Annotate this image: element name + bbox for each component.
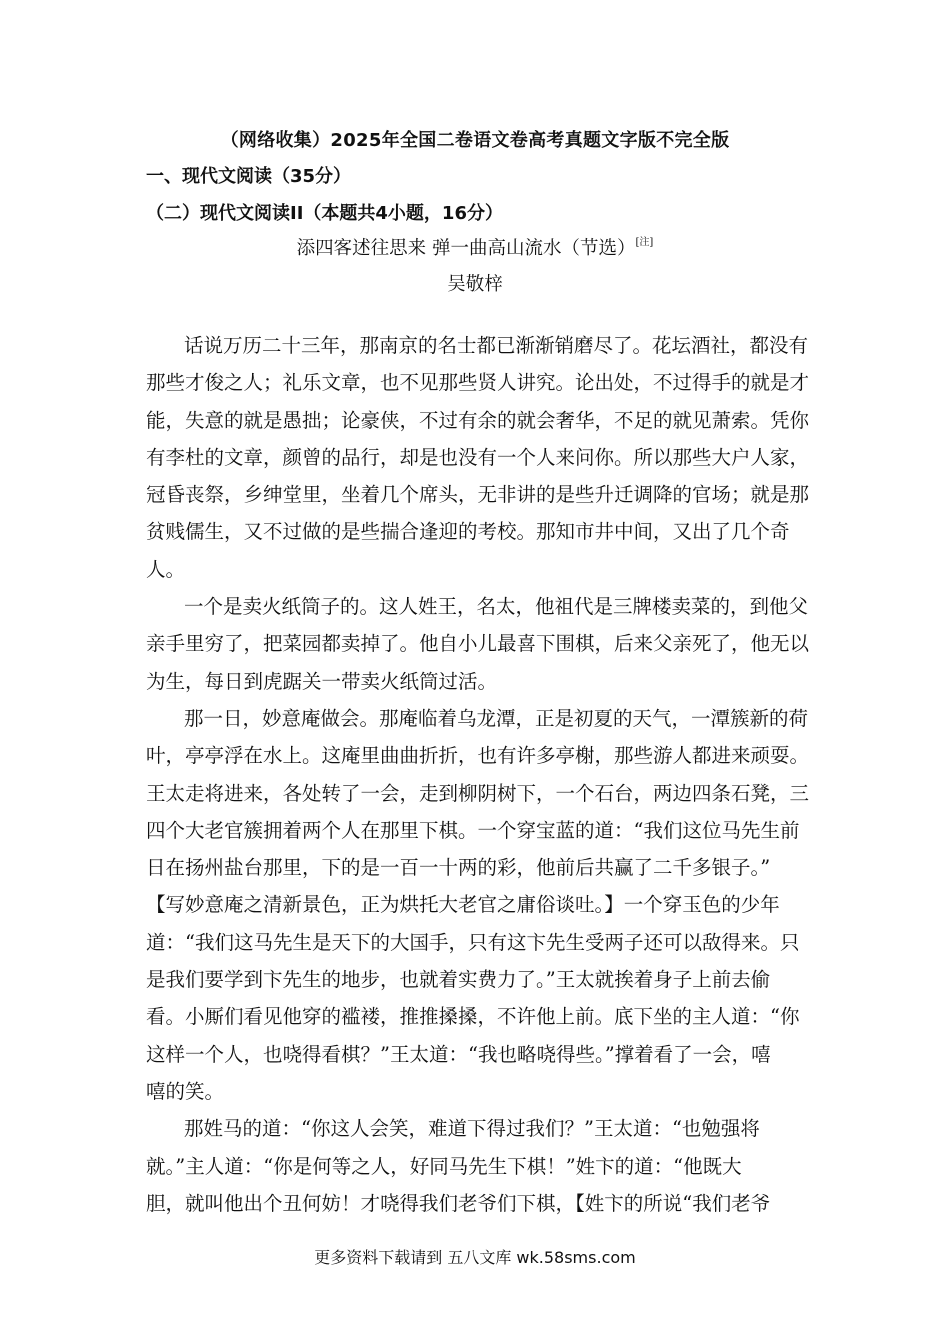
passage-body — [146, 327, 810, 1222]
passage-line: 胆，就叫他出个丑何妨！才哓得我们老爷们下棋，【姓卞的所说“我们老爷 — [146, 1191, 771, 1215]
passage-line: 这样一个人，也哓得看棋？”王太道：“我也略哓得些。”撑着看了一会，嘻 — [146, 1042, 771, 1066]
passage-line: 叶，亭亭浮在水上。这庵里曲曲折折，也有许多亭榭，那些游人都进来顽耍。 — [146, 744, 810, 768]
passage-author: 吴敬梓 — [447, 274, 503, 295]
passage-line: 就。”主人道：“你是何等之人，好同马先生下棋！”姓卞的道：“他既大 — [146, 1154, 742, 1178]
passage-line: 那一日，妙意庵做会。那庵临着乌龙潭，正是初夏的天气，一潭簇新的荷 — [184, 706, 809, 730]
subsection-heading: （二）现代文阅读II（本题共4小题，16分） — [146, 203, 503, 224]
passage-line: 人。 — [146, 557, 186, 581]
passage-line: 那些才俊之人；礼乐文章，也不见那些贤人讲究。论出处，不过得手的就是才 — [146, 371, 810, 395]
passage-line: 四个大老官簇拥着两个人在那里下棋。一个穿宝蓝的道：“我们这位马先生前 — [146, 818, 800, 842]
passage-line: 道：“我们这马先生是天下的大国手，只有这卞先生受两子还可以敌得来。只 — [146, 930, 800, 954]
page-footer: 更多资料下载请到 五八文库 wk.58sms.com — [314, 1248, 636, 1267]
passage-title: 添四客述往思来 弹一曲高山流水（节选） — [296, 238, 636, 259]
section-heading: 一、现代文阅读（35分） — [146, 166, 352, 187]
passage-line: 嘻的笑。 — [146, 1079, 225, 1103]
passage-line: 能，失意的就是愚拙；论豪侠，不过有余的就会奢华，不足的就见萧索。凭你 — [146, 408, 810, 432]
passage-line: 贫贱儒生，又不过做的是些揣合逢迎的考校。那知市井中间，又出了几个奇 — [146, 520, 790, 544]
passage-line: 冠昏丧祭，乡绅堂里，坐着几个席头，无非讲的是些升迁调降的官场；就是那 — [146, 483, 810, 507]
passage-line: 话说万历二十三年，那南京的名士都已渐渐销磨尽了。花坛酒社，都没有 — [184, 334, 809, 357]
passage-line: 那姓马的道：“你这人会笑，难道下得过我们？”王太道：“也勉强将 — [184, 1117, 760, 1141]
passage-line: 一个是卖火纸筒子的。这人姓王，名太，他祖代是三牌楼卖菜的，到他父 — [184, 595, 809, 619]
passage-title-block — [0, 233, 950, 260]
passage-line: 是我们要学到卞先生的地步，也就着实费力了。”王太就挨着身子上前去偷 — [146, 968, 771, 992]
passage-line: 有李杜的文章，颜曾的品行，却是也没有一个人来问你。所以那些大户人家， — [146, 445, 810, 469]
passage-line: 【写妙意庵之清新景色，正为烘托大老官之庸俗谈吐。】一个穿玉色的少年 — [146, 893, 780, 917]
passage-line: 看。小厮们看见他穿的褴褛，推推搡搡，不许他上前。底下坐的主人道：“你 — [146, 1005, 800, 1029]
passage-line: 日在扬州盐台那里，下的是一百一十两的彩，他前后共赢了二千多银子。” — [146, 856, 771, 880]
passage-line: 亲手里穷了，把菜园都卖掉了。他自小儿最喜下围棋，后来父亲死了，他无以 — [146, 632, 810, 656]
document-title: （网络收集）2025年全国二卷语文卷高考真题文字版不完全版 — [220, 130, 730, 151]
passage-line: 王太走将进来，各处转了一会，走到柳阴树下，一个石台，两边四条石凳，三 — [146, 781, 810, 805]
passage-note-mark: [注] — [635, 237, 654, 248]
passage-line: 为生，每日到虎踞关一带卖火纸筒过活。 — [146, 669, 498, 693]
